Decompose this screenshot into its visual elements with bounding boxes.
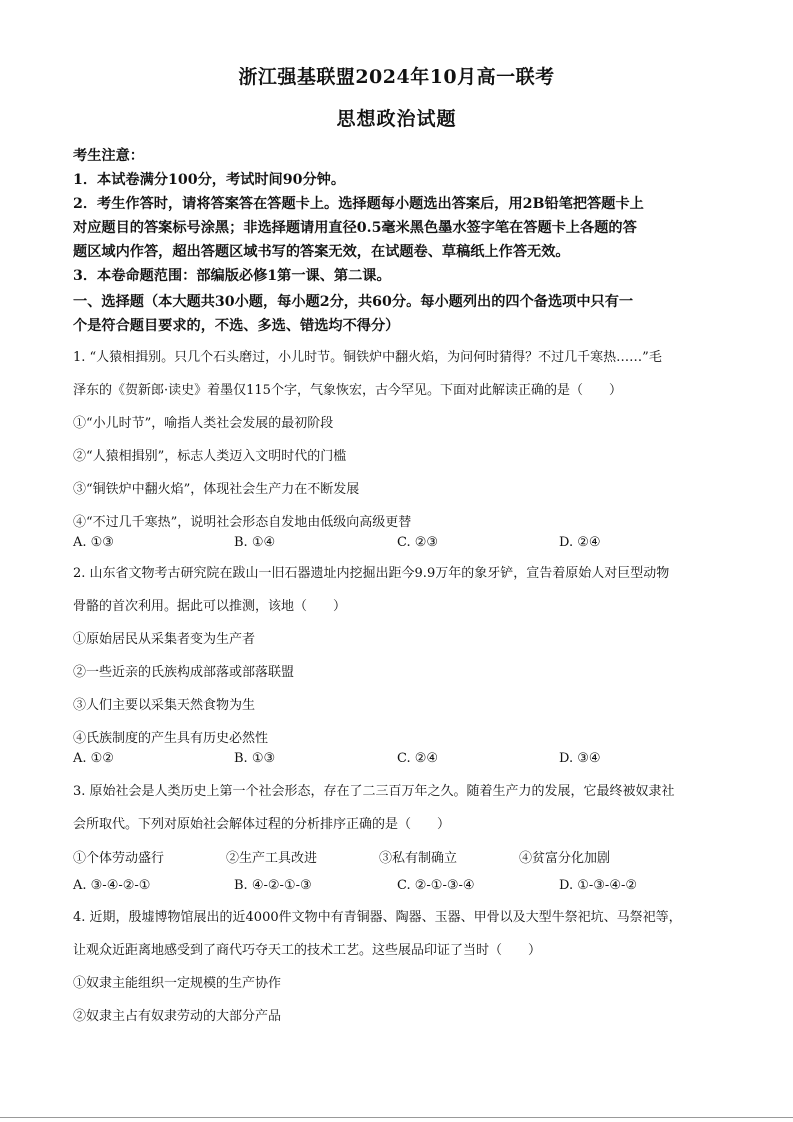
question-2-option-d[interactable]: D. ③④: [559, 751, 601, 766]
question-3: [73, 775, 723, 841]
question-3-option-c[interactable]: C. ②-①-③-④: [397, 878, 475, 893]
question-4-stem-line-2: 让观众近距离地感受到了商代巧夺天工的技术工艺。这些展品印证了当时（ ）: [73, 943, 542, 958]
question-2-option-b[interactable]: B. ①③: [234, 751, 276, 766]
question-3-option-a[interactable]: A. ③-④-②-①: [73, 878, 151, 893]
question-1-stem-line-1: 1. “人猿相揖别。只几个石头磨过，小儿时节。铜铁炉中翻火焰，为问何时猜得？不过几千寒热……”毛: [73, 350, 662, 365]
question-2-stem-line-2: 骨骼的首次利用。据此可以推测，该地（ ）: [73, 599, 347, 614]
question-3-statement-3: ③私有制确立: [379, 851, 458, 866]
question-3-stem-line-2: 会所取代。下列对原始社会解体过程的分析排序正确的是（ ）: [73, 817, 451, 832]
question-1-options: [73, 535, 723, 559]
question-2-statement-4: ④氏族制度的产生具有历史必然性: [73, 731, 269, 746]
question-1-option-b[interactable]: B. ①④: [234, 535, 276, 550]
exam-title: 浙江强基联盟2024年10月高一联考: [238, 66, 555, 88]
question-3-option-b[interactable]: B. ④-②-①-③: [234, 878, 312, 893]
notice-item-3: 3．本卷命题范围：部编版必修1第一课、第二课。: [73, 268, 391, 284]
question-1-option-d[interactable]: D. ②④: [559, 535, 601, 550]
section-heading-line-2: 个是符合题目要求的，不选、多选、错选均不得分）: [73, 318, 400, 334]
notice-label: 考生注意：: [73, 148, 144, 164]
section-heading: [73, 290, 723, 338]
question-3-options: [73, 878, 723, 902]
question-2-option-a[interactable]: A. ①②: [73, 751, 114, 766]
question-3-option-d[interactable]: D. ①-③-④-②: [559, 878, 638, 893]
question-1-statement-3: ③“铜铁炉中翻火焰”，体现社会生产力在不断发展: [73, 482, 360, 497]
question-1: [73, 341, 723, 539]
notice-item-2-line-1: 2．考生作答时，请将答案答在答题卡上。选择题每小题选出答案后，用2B铅笔把答题卡上: [73, 196, 644, 212]
page-bottom-rule: [0, 1117, 793, 1118]
exam-subtitle: 思想政治试题: [336, 108, 457, 130]
question-1-option-a[interactable]: A. ①③: [73, 535, 114, 550]
question-1-statement-2: ②“人猿相揖别”，标志人类迈入文明时代的门槛: [73, 449, 347, 464]
question-2: [73, 557, 723, 755]
question-1-statement-1: ①“小儿时节”，喻指人类社会发展的最初阶段: [73, 416, 334, 431]
question-4: [73, 901, 723, 1033]
question-2-statement-2: ②一些近亲的氏族构成部落或部落联盟: [73, 665, 295, 680]
question-1-statement-4: ④“不过几千寒热”，说明社会形态自发地由低级向高级更替: [73, 515, 412, 530]
question-2-statement-1: ①原始居民从采集者变为生产者: [73, 632, 256, 647]
question-3-stem-line-1: 3. 原始社会是人类历史上第一个社会形态，存在了二三百万年之久。随着生产力的发展，它最终被奴隶社: [73, 784, 675, 799]
question-4-statement-1: ①奴隶主能组织一定规模的生产协作: [73, 976, 282, 991]
question-1-stem-line-2: 泽东的《贺新郎·读史》着墨仅115个字，气象恢宏，古今罕见。下面对此解读正确的是（ ）: [73, 383, 622, 398]
question-4-stem-line-1: 4. 近期，殷墟博物馆展出的近4000件文物中有青铜器、陶器、玉器、甲骨以及大型牛祭祀坑、马祭祀等，: [73, 910, 682, 925]
question-2-statement-3: ③人们主要以采集天然食物为生: [73, 698, 256, 713]
question-3-statements: [73, 847, 723, 871]
question-4-statement-2: ②奴隶主占有奴隶劳动的大部分产品: [73, 1009, 282, 1024]
question-3-statement-4: ④贫富分化加剧: [519, 851, 611, 866]
question-2-stem-line-1: 2. 山东省文物考古研究院在跋山一旧石器遗址内挖掘出距今9.9万年的象牙铲，宣告着原始人对巨型动物: [73, 566, 670, 581]
question-2-option-c[interactable]: C. ②④: [397, 751, 439, 766]
notice-item-1: 1．本试卷满分100分，考试时间90分钟。: [73, 172, 346, 188]
question-2-options: [73, 751, 723, 775]
notice-item-2-line-3: 题区域内作答，超出答题区域书写的答案无效，在试题卷、草稿纸上作答无效。: [73, 244, 570, 260]
section-heading-line-1: 一、选择题（本大题共30小题，每小题2分，共60分。每小题列出的四个备选项中只有一: [73, 294, 634, 310]
notice-item-2: [73, 192, 723, 264]
question-1-option-c[interactable]: C. ②③: [397, 535, 439, 550]
question-3-statement-1: ①个体劳动盛行: [73, 851, 165, 866]
question-3-statement-2: ②生产工具改进: [226, 851, 318, 866]
notice-item-2-line-2: 对应题目的答案标号涂黑；非选择题请用直径0.5毫米黑色墨水签字笔在答题卡上各题的答: [73, 220, 637, 236]
